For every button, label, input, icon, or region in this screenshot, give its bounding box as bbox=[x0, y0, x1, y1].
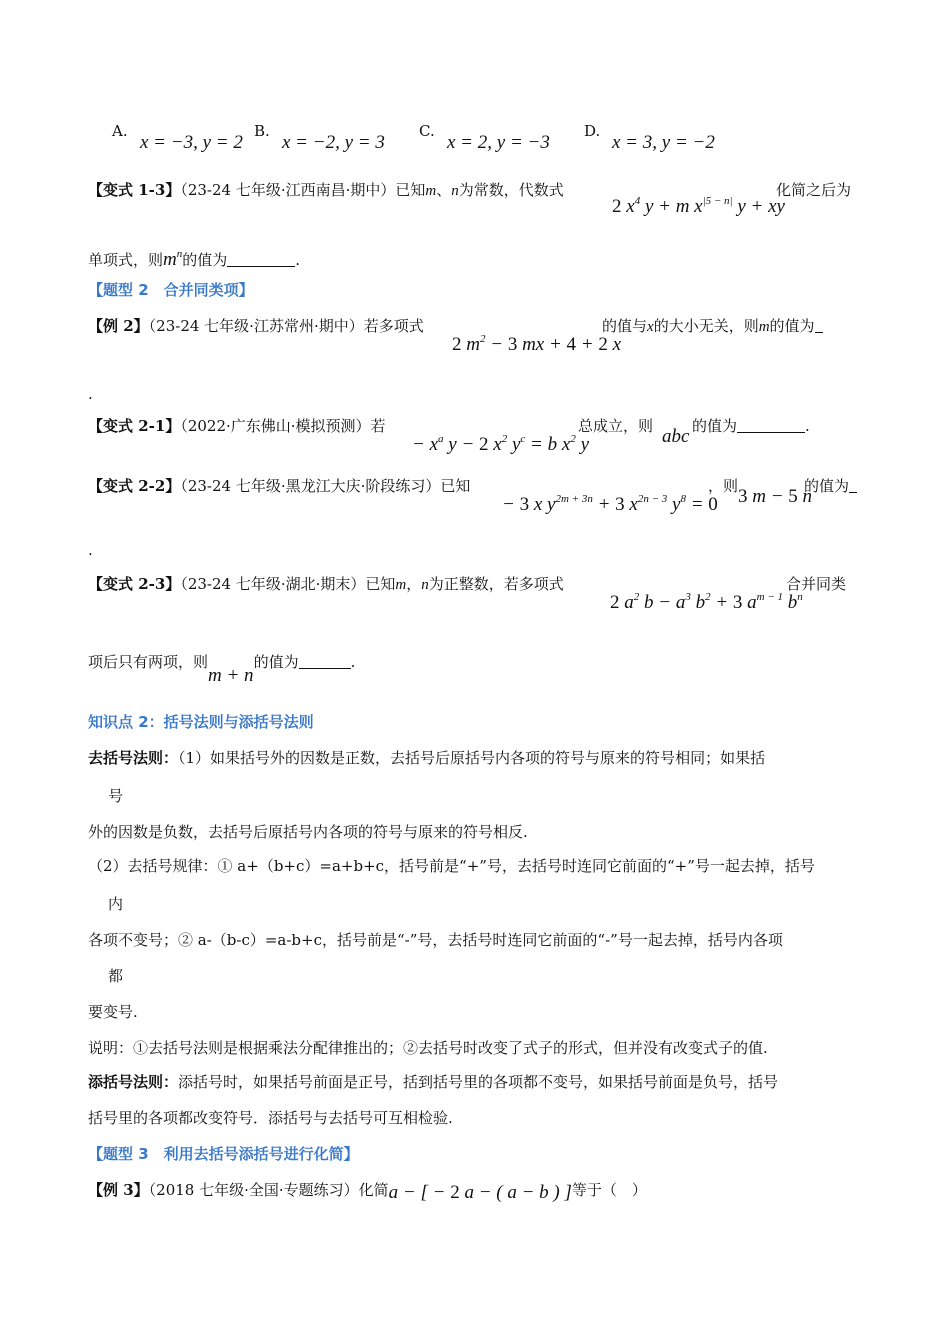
variant-2-2-tail bbox=[804, 476, 857, 496]
variant-2-2-end: . bbox=[88, 541, 93, 559]
option-a-expr[interactable]: x = −3, y = 2 bbox=[140, 132, 243, 153]
option-a-label[interactable]: A. bbox=[112, 122, 128, 140]
rule-text: （1）如果括号外的因数是正数，去括号后原括号内各项的符号与原来的符号相同；如果括 bbox=[178, 749, 766, 767]
rule-text-line2: 号 bbox=[108, 787, 124, 805]
question-text: 则 bbox=[723, 477, 739, 495]
example-2 bbox=[88, 316, 424, 336]
expression-xay-2x2yc-bx2y: − $x^a$ y − 2 $x^2$ $y^c = b$ $x^2$ y bbox=[412, 433, 589, 455]
rule-label: 添括号法则： bbox=[88, 1073, 179, 1091]
expression-2x4y-mx5n-y-xy: 2 $x^4$ y + m $x^{|5 - n|}$ y + xy bbox=[612, 195, 785, 217]
rule-add-brackets bbox=[88, 1072, 778, 1092]
option-c-expr[interactable]: x = 2, y = −3 bbox=[447, 132, 550, 153]
expression-abc: abc bbox=[662, 426, 690, 447]
expression-2m2-3mx-4-2x: 2 $m^2 - 3$ mx + 4 + 2 x bbox=[452, 333, 622, 355]
variant-2-3-line2 bbox=[88, 652, 355, 686]
var-m: m bbox=[425, 183, 437, 199]
question-tag: 【变式 2-2】 bbox=[88, 477, 181, 495]
question-text: （2022·广东佛山·模拟预测）若 bbox=[180, 417, 386, 435]
question-text: 的值为 bbox=[253, 653, 299, 671]
option-c-label[interactable]: C. bbox=[419, 122, 435, 140]
period: . bbox=[350, 653, 356, 671]
answer-blank[interactable] bbox=[849, 478, 857, 493]
question-text: 的值为 bbox=[804, 477, 850, 495]
var-m: m bbox=[395, 577, 407, 593]
rule-remove-brackets bbox=[88, 748, 765, 768]
period: . bbox=[295, 251, 301, 269]
answer-blank[interactable] bbox=[815, 318, 823, 333]
variant-2-3-tail: 合并同类 bbox=[786, 575, 847, 593]
question-text: 的值为 bbox=[182, 251, 228, 269]
answer-blank[interactable] bbox=[737, 418, 805, 433]
option-d-expr[interactable]: x = 3, y = −2 bbox=[612, 132, 715, 153]
rule-text-line7: 都 bbox=[108, 967, 124, 985]
rule-text-line6: 各项不变号；② a-（b-c）=a-b+c，括号前是“-”号，去括号时连同它前面的“-”号一起去掉，括号内各项 bbox=[88, 931, 783, 949]
separator: 、 bbox=[436, 181, 452, 199]
variant-2-2 bbox=[88, 476, 470, 496]
question-tag: 【变式 2-1】 bbox=[88, 417, 181, 435]
variant-2-1 bbox=[88, 416, 386, 436]
section-title-type-3: 【题型 3 利用去括号添括号进行化简】 bbox=[88, 1145, 359, 1163]
comma: ， bbox=[708, 477, 724, 495]
question-text: 等于（ ） bbox=[571, 1181, 647, 1199]
question-tag: 【例 2】 bbox=[88, 317, 149, 335]
rule-text-line8: 要变号. bbox=[88, 1003, 138, 1021]
var-n: n bbox=[421, 577, 429, 593]
question-tag: 【例 3】 bbox=[88, 1181, 149, 1199]
example-3 bbox=[88, 1180, 647, 1203]
question-text: （23-24 七年级·湖北·期末）已知 bbox=[180, 575, 396, 593]
question-text: 单项式，则 bbox=[88, 251, 164, 269]
question-text: 的值为 bbox=[769, 317, 815, 335]
example-2-tail bbox=[602, 316, 823, 337]
question-tag: 【变式 2-3】 bbox=[88, 575, 181, 593]
question-text: （2018 七年级·全国·专题练习）化简 bbox=[148, 1181, 389, 1199]
expression-a-bracket: a − [ − 2 a − ( a − b ) ] bbox=[388, 1182, 572, 1203]
rule-label: 去括号法则： bbox=[88, 749, 179, 767]
var-n: n bbox=[451, 183, 459, 199]
variant-2-1-tail bbox=[692, 416, 810, 436]
note-text: 说明：①去括号法则是根据乘法分配律推出的；②去括号时改变了式子的形式，但并没有改变式子的值. bbox=[88, 1039, 768, 1057]
expression-m-plus-n: m + n bbox=[208, 665, 254, 686]
question-text: （23-24 七年级·江西南昌·期中）已知 bbox=[180, 181, 426, 199]
expression-3m-5n: 3 m − 5 n bbox=[738, 486, 813, 507]
rule-text: 添括号时，如果括号前面是正号，括到括号里的各项都不变号，如果括号前面是负号，括号 bbox=[178, 1073, 779, 1091]
question-text: （23-24 七年级·江苏常州·期中）若多项式 bbox=[148, 317, 424, 335]
var-m: m bbox=[758, 319, 770, 335]
question-text: 的值为 bbox=[692, 417, 738, 435]
expression-3xy-3x-y8-0: − 3 x $y^{2m + 3n} + 3$ $x^{2n - 3}$ $y^8 = 0$ bbox=[502, 493, 718, 515]
question-text: 的值与 bbox=[602, 317, 648, 335]
question-text: （23-24 七年级·黑龙江大庆·阶段练习）已知 bbox=[180, 477, 471, 495]
variant-1-3-tail: 化简之后为 bbox=[776, 181, 852, 199]
option-d-label[interactable]: D. bbox=[584, 122, 601, 140]
variant-2-1-mid: 总成立，则 bbox=[578, 417, 654, 435]
option-b-expr[interactable]: x = −2, y = 3 bbox=[282, 132, 385, 153]
variant-1-3-line2 bbox=[88, 244, 300, 270]
question-text: 为正整数，若多项式 bbox=[428, 575, 564, 593]
variant-2-2-mid bbox=[708, 476, 738, 496]
rule-text-line5: 内 bbox=[108, 895, 124, 913]
question-text: 的大小无关，则 bbox=[653, 317, 759, 335]
rule-add-brackets-line2: 括号里的各项都改变符号．添括号与去括号可互相检验. bbox=[88, 1109, 453, 1127]
question-text: 项后只有两项，则 bbox=[88, 653, 209, 671]
rule-text-line3: 外的因数是负数，去括号后原括号内各项的符号与原来的符号相反. bbox=[88, 823, 528, 841]
knowledge-point-2-title: 知识点 2：括号法则与添括号法则 bbox=[88, 713, 314, 731]
variant-2-3 bbox=[88, 574, 564, 595]
expression-m-pow-n: $m^n$ bbox=[163, 248, 183, 270]
section-title-type-2: 【题型 2 合并同类项】 bbox=[88, 281, 254, 299]
var-x: x bbox=[647, 319, 654, 335]
expression-2a2b-a3b2-3am1bn: 2 $a^2$ $b - a^3$ $b^2 + 3$ $a^{m - 1}$ $b^n$ bbox=[610, 591, 803, 613]
variant-1-3 bbox=[88, 180, 564, 201]
answer-blank[interactable] bbox=[227, 252, 295, 267]
example-2-end: . bbox=[88, 385, 93, 403]
option-b-label[interactable]: B. bbox=[254, 122, 270, 140]
period: . bbox=[805, 417, 810, 435]
comma: ， bbox=[406, 575, 422, 593]
answer-blank[interactable] bbox=[299, 654, 351, 669]
question-text: 为常数，代数式 bbox=[458, 181, 564, 199]
rule-text-line4: （2）去括号规律：① a+（b+c）=a+b+c，括号前是“+”号，去括号时连同它前面的“+”号一起去掉，括号 bbox=[88, 857, 815, 875]
question-tag: 【变式 1-3】 bbox=[88, 181, 181, 199]
